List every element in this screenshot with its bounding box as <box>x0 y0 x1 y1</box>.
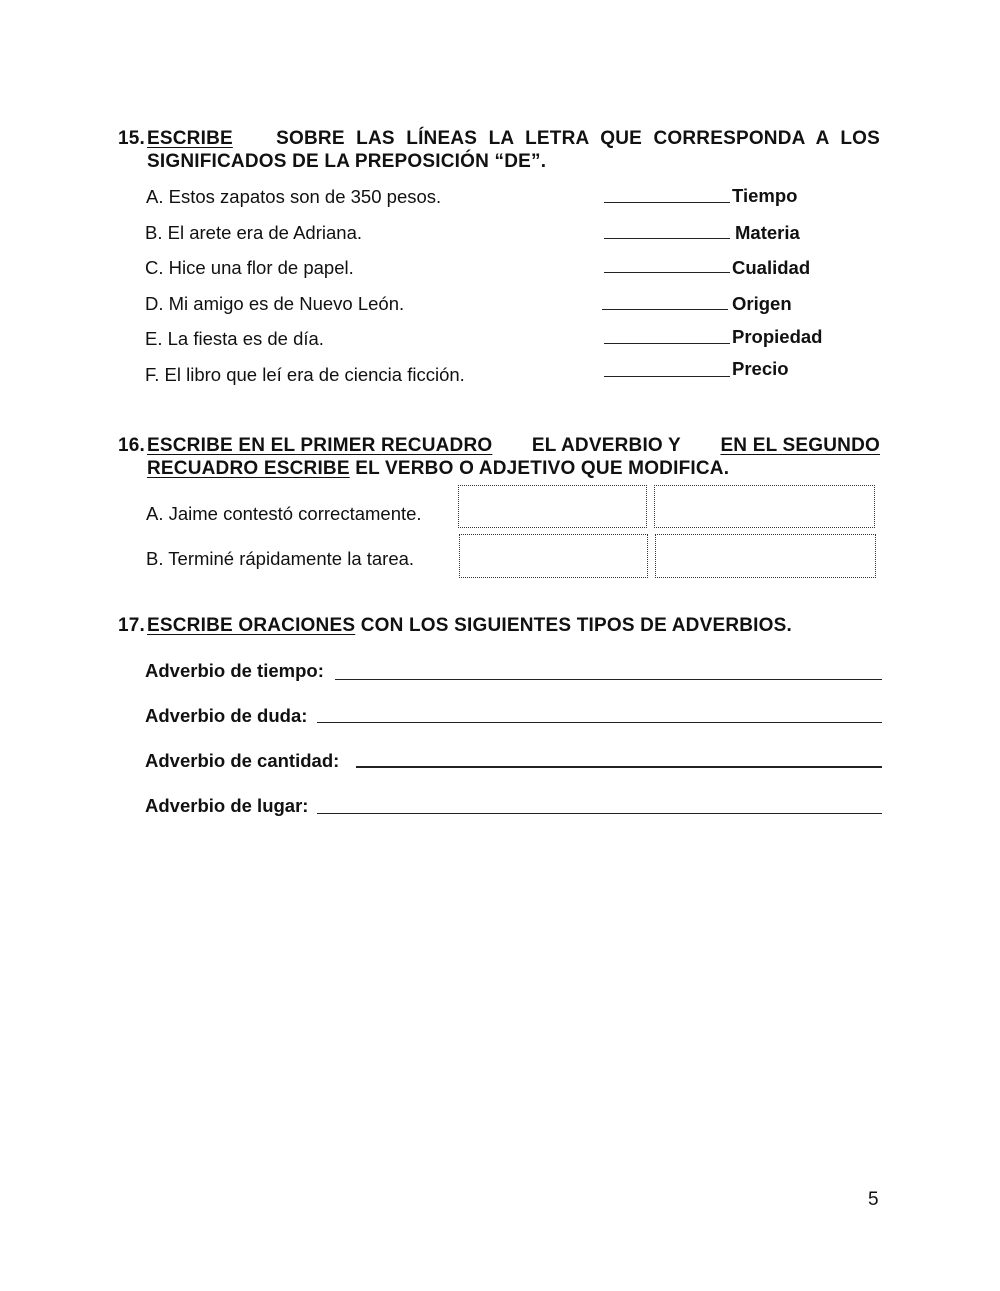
q17-heading-keyword: ESCRIBE ORACIONES <box>147 615 356 636</box>
q16-b-adverb-box[interactable] <box>459 534 648 578</box>
q16-heading-keyword-1: ESCRIBE EN EL PRIMER RECUADRO <box>147 435 493 456</box>
q16-heading-mid: EL ADVERBIO Y <box>531 435 681 456</box>
q16-sentence-a: A. Jaime contestó correctamente. <box>146 503 422 524</box>
q16-sentence-b: B. Terminé rápidamente la tarea. <box>146 548 415 569</box>
q15-heading-line2: SIGNIFICADOS DE LA PREPOSICIÓN “DE”. <box>147 151 547 172</box>
q16-b-modified-box[interactable] <box>655 534 876 578</box>
q16-number: 16. <box>118 435 146 456</box>
q17-line-tiempo[interactable] <box>335 679 882 680</box>
q15-meaning-cualidad: Cualidad <box>732 257 811 278</box>
q15-number: 15. <box>118 128 146 149</box>
q15-answer-line-origen[interactable] <box>602 309 728 310</box>
q15-heading-keyword: ESCRIBE <box>147 128 233 149</box>
q16-heading-rest: EL VERBO O ADJETIVO QUE MODIFICA. <box>355 458 730 479</box>
q15-meaning-propiedad: Propiedad <box>732 326 823 347</box>
q15-sentence-e: E. La fiesta es de día. <box>145 328 324 349</box>
q15-heading-rest: SOBRE LAS LÍNEAS LA LETRA QUE CORRESPONDA A LOS <box>276 128 880 149</box>
q15-sentence-b: B. El arete era de Adriana. <box>145 222 362 243</box>
q15-sentence-f: F. El libro que leí era de ciencia ficción. <box>145 364 465 385</box>
q16-heading-keyword-3: RECUADRO ESCRIBE <box>147 458 350 479</box>
q15-meaning-tiempo: Tiempo <box>732 185 798 206</box>
q16-heading-line1 <box>147 435 880 457</box>
q15-sentence-c: C. Hice una flor de papel. <box>145 257 354 278</box>
q15-meaning-origen: Origen <box>732 293 792 314</box>
q15-answer-line-tiempo[interactable] <box>604 202 730 203</box>
q15-sentence-d: D. Mi amigo es de Nuevo León. <box>145 293 405 314</box>
q15-answer-line-materia[interactable] <box>604 238 730 239</box>
q16-a-adverb-box[interactable] <box>458 485 647 528</box>
q17-label-duda: Adverbio de duda: <box>145 705 308 726</box>
q17-line-duda[interactable] <box>317 722 882 723</box>
q17-label-tiempo: Adverbio de tiempo: <box>145 660 324 681</box>
q17-line-lugar[interactable] <box>317 813 882 814</box>
page-number: 5 <box>868 1189 879 1210</box>
q15-meaning-precio: Precio <box>732 358 789 379</box>
q15-answer-line-precio[interactable] <box>604 376 730 377</box>
q17-heading <box>147 615 792 637</box>
q16-heading-keyword-2: EN EL SEGUNDO <box>720 435 880 456</box>
q16-a-modified-box[interactable] <box>654 485 875 528</box>
q16-heading-line2 <box>147 458 729 480</box>
q17-heading-rest: CON LOS SIGUIENTES TIPOS DE ADVERBIOS. <box>360 615 792 636</box>
q15-heading-line1 <box>147 128 880 150</box>
q17-label-cantidad: Adverbio de cantidad: <box>145 750 340 771</box>
q15-answer-line-propiedad[interactable] <box>604 343 730 344</box>
q17-line-cantidad[interactable] <box>356 766 882 768</box>
q15-sentence-a: A. Estos zapatos son de 350 pesos. <box>146 186 442 207</box>
q17-number: 17. <box>118 615 146 636</box>
q15-answer-line-cualidad[interactable] <box>604 272 730 273</box>
q17-label-lugar: Adverbio de lugar: <box>145 795 309 816</box>
q15-meaning-materia: Materia <box>735 222 800 243</box>
